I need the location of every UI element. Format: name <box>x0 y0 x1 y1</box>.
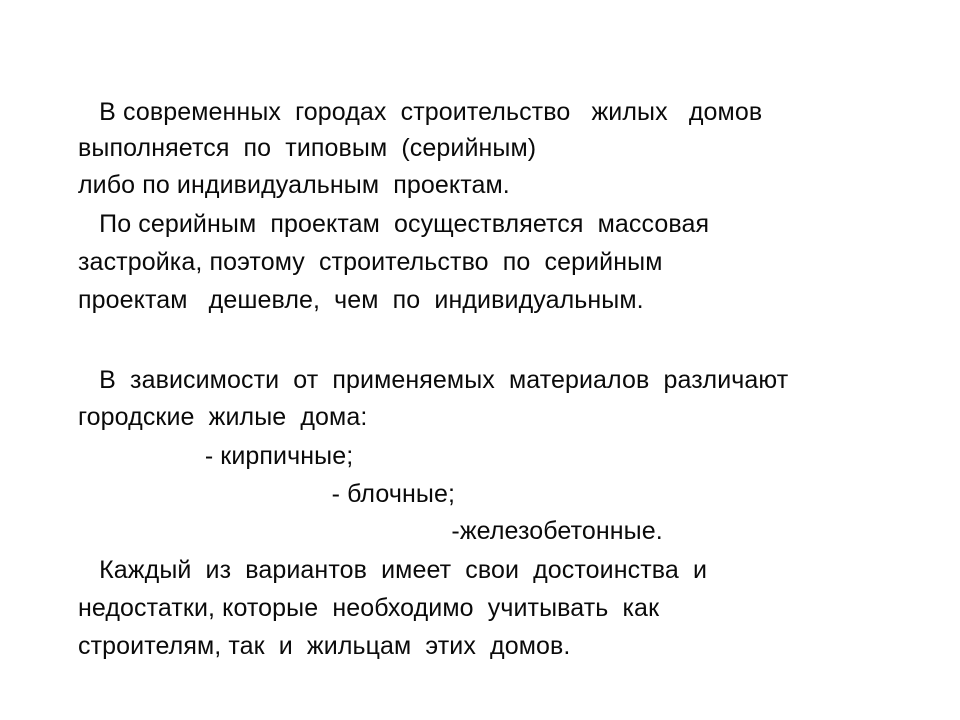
paragraph-line: либо по индивидуальным проектам. <box>78 171 510 199</box>
list-item-brick: - кирпичные; <box>78 442 354 470</box>
paragraph-line: недостатки, которые необходимо учитывать как <box>78 594 660 622</box>
paragraph-line: В зависимости от применяемых материалов различают <box>78 366 789 394</box>
paragraph-line: выполняется по типовым (серийным) <box>78 134 537 162</box>
paragraph-line: Каждый из вариантов имеет свои достоинства и <box>78 556 708 584</box>
paragraph-line: В современных городах строительство жилых домов <box>78 98 763 126</box>
list-item-block: - блочные; <box>78 480 455 508</box>
paragraph-line: По серийным проектам осуществляется массовая <box>78 210 710 238</box>
paragraph-line: строителям, так и жильцам этих домов. <box>78 632 571 660</box>
paragraph-line: городские жилые дома: <box>78 403 368 431</box>
paragraph-line: застройка, поэтому строительство по серийным <box>78 248 663 276</box>
paragraph-line: проектам дешевле, чем по индивидуальным. <box>78 286 644 314</box>
list-item-reinforced-concrete: -железобетонные. <box>78 517 663 545</box>
